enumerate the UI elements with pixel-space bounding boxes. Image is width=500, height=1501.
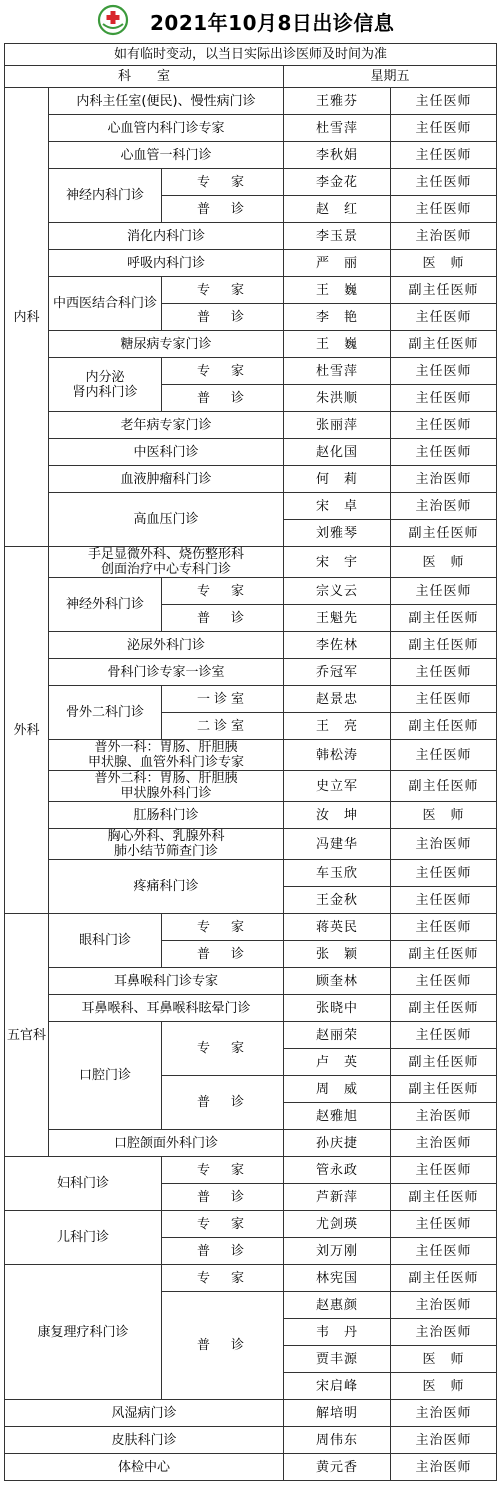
doctor-name: 周伟东	[284, 1427, 391, 1454]
doctor-title: 主治医师	[391, 1319, 497, 1346]
doctor-name: 赵化国	[284, 439, 391, 466]
sub-clinic-label: 专 家	[162, 358, 284, 385]
doctor-title: 主任医师	[391, 860, 497, 887]
table-row	[5, 995, 497, 1022]
doctor-name: 张丽萍	[284, 412, 391, 439]
doctor-name: 赵 红	[284, 196, 391, 223]
clinic-name: 心血管内科门诊专家	[49, 115, 284, 142]
doctor-name: 张 颖	[284, 941, 391, 968]
doctor-title: 副主任医师	[391, 1184, 497, 1211]
table-row	[5, 802, 497, 829]
department-group: 五官科	[5, 914, 49, 1157]
doctor-name: 汝 坤	[284, 802, 391, 829]
clinic-name: 神经内科门诊	[49, 169, 162, 223]
clinic-name: 眼科门诊	[49, 914, 162, 968]
doctor-title: 主任医师	[391, 1157, 497, 1184]
doctor-name: 尤剑瑛	[284, 1211, 391, 1238]
doctor-name: 韦 丹	[284, 1319, 391, 1346]
doctor-title: 主任医师	[391, 196, 497, 223]
doctor-title: 副主任医师	[391, 713, 497, 740]
doctor-name: 李秋娟	[284, 142, 391, 169]
table-row	[5, 659, 497, 686]
doctor-title: 主任医师	[391, 169, 497, 196]
doctor-name: 朱洪顺	[284, 385, 391, 412]
table-row	[5, 493, 497, 520]
doctor-title: 医 师	[391, 802, 497, 829]
clinic-name: 骨科门诊专家一诊室	[49, 659, 284, 686]
sub-clinic-label: 普 诊	[162, 605, 284, 632]
doctor-title: 主任医师	[391, 914, 497, 941]
table-row	[5, 277, 497, 304]
table-row	[5, 331, 497, 358]
table-row	[5, 771, 497, 802]
doctor-title: 副主任医师	[391, 1049, 497, 1076]
doctor-title: 主任医师	[391, 578, 497, 605]
doctor-name: 管永政	[284, 1157, 391, 1184]
clinic-name: 高血压门诊	[49, 493, 284, 547]
doctor-title: 医 师	[391, 250, 497, 277]
doctor-name: 冯建华	[284, 829, 391, 860]
sub-clinic-label: 普 诊	[162, 1076, 284, 1130]
doctor-title: 主治医师	[391, 1292, 497, 1319]
doctor-title: 副主任医师	[391, 1076, 497, 1103]
table-row	[5, 686, 497, 713]
clinic-name: 中医科门诊	[49, 439, 284, 466]
doctor-title: 主任医师	[391, 968, 497, 995]
doctor-title: 副主任医师	[391, 331, 497, 358]
doctor-title: 主任医师	[391, 659, 497, 686]
table-row	[5, 44, 497, 66]
doctor-name: 严 丽	[284, 250, 391, 277]
doctor-title: 主任医师	[391, 115, 497, 142]
clinic-name: 普外二科：胃肠、肝胆胰 甲状腺外科门诊	[49, 771, 284, 802]
sub-clinic-label: 专 家	[162, 1157, 284, 1184]
sub-clinic-label: 普 诊	[162, 941, 284, 968]
table-row	[5, 142, 497, 169]
table-row	[5, 412, 497, 439]
sub-clinic-label: 专 家	[162, 1265, 284, 1292]
doctor-title: 主治医师	[391, 1427, 497, 1454]
table-row	[5, 88, 497, 115]
doctor-title: 主治医师	[391, 1103, 497, 1130]
doctor-title: 主任医师	[391, 740, 497, 771]
clinic-name: 神经外科门诊	[49, 578, 162, 632]
table-row	[5, 578, 497, 605]
doctor-name: 孙庆捷	[284, 1130, 391, 1157]
table-row	[5, 1157, 497, 1184]
header-day: 星期五	[284, 66, 497, 88]
doctor-name: 卢 英	[284, 1049, 391, 1076]
doctor-title: 主治医师	[391, 493, 497, 520]
clinic-name: 肛肠科门诊	[49, 802, 284, 829]
doctor-name: 李 艳	[284, 304, 391, 331]
hospital-logo-icon	[97, 4, 129, 36]
header-dept: 科 室	[5, 66, 284, 88]
sub-clinic-label: 普 诊	[162, 196, 284, 223]
sub-clinic-label: 专 家	[162, 578, 284, 605]
table-row	[5, 914, 497, 941]
doctor-name: 解培明	[284, 1400, 391, 1427]
doctor-title: 主任医师	[391, 142, 497, 169]
doctor-title: 主任医师	[391, 439, 497, 466]
doctor-title: 主治医师	[391, 1130, 497, 1157]
notice-text: 如有临时变动，以当日实际出诊医师及时间为准	[5, 44, 497, 66]
clinic-name: 体检中心	[5, 1454, 284, 1481]
clinic-name: 耳鼻喉科门诊专家	[49, 968, 284, 995]
doctor-title: 副主任医师	[391, 771, 497, 802]
doctor-title: 副主任医师	[391, 1265, 497, 1292]
doctor-name: 刘雅琴	[284, 520, 391, 547]
sub-clinic-label: 二诊室	[162, 713, 284, 740]
clinic-name: 呼吸内科门诊	[49, 250, 284, 277]
doctor-title: 医 师	[391, 1373, 497, 1400]
table-row	[5, 968, 497, 995]
doctor-name: 史立军	[284, 771, 391, 802]
sub-clinic-label: 一诊室	[162, 686, 284, 713]
table-row	[5, 66, 497, 88]
doctor-name: 李佐林	[284, 632, 391, 659]
sub-clinic-label: 专 家	[162, 169, 284, 196]
doctor-title: 副主任医师	[391, 995, 497, 1022]
sub-clinic-label: 普 诊	[162, 1238, 284, 1265]
doctor-title: 主治医师	[391, 466, 497, 493]
doctor-name: 王 亮	[284, 713, 391, 740]
clinic-name: 口腔颌面外科门诊	[49, 1130, 284, 1157]
clinic-name: 泌尿外科门诊	[49, 632, 284, 659]
doctor-name: 李玉景	[284, 223, 391, 250]
doctor-name: 车玉欣	[284, 860, 391, 887]
table-row	[5, 439, 497, 466]
clinic-name: 手足显微外科、烧伤整形科 创面治疗中心专科门诊	[49, 547, 284, 578]
doctor-title: 副主任医师	[391, 277, 497, 304]
table-row	[5, 250, 497, 277]
doctor-title: 主治医师	[391, 829, 497, 860]
table-row	[5, 169, 497, 196]
sub-clinic-label: 普 诊	[162, 1184, 284, 1211]
clinic-name: 妇科门诊	[5, 1157, 162, 1211]
doctor-title: 主治医师	[391, 1400, 497, 1427]
doctor-name: 宋启峰	[284, 1373, 391, 1400]
doctor-title: 主任医师	[391, 412, 497, 439]
doctor-name: 顾奎林	[284, 968, 391, 995]
clinic-name: 中西医结合科门诊	[49, 277, 162, 331]
doctor-title: 主任医师	[391, 1022, 497, 1049]
doctor-name: 宗义云	[284, 578, 391, 605]
table-row	[5, 547, 497, 578]
doctor-title: 主任医师	[391, 887, 497, 914]
doctor-title: 医 师	[391, 1346, 497, 1373]
schedule-table	[4, 43, 497, 1481]
table-row	[5, 860, 497, 887]
table-row	[5, 1022, 497, 1049]
doctor-title: 主任医师	[391, 358, 497, 385]
doctor-title: 医 师	[391, 547, 497, 578]
doctor-name: 宋 卓	[284, 493, 391, 520]
table-row	[5, 829, 497, 860]
table-row	[5, 466, 497, 493]
doctor-title: 主治医师	[391, 1454, 497, 1481]
doctor-name: 赵景忠	[284, 686, 391, 713]
sub-clinic-label: 专 家	[162, 277, 284, 304]
doctor-name: 李金花	[284, 169, 391, 196]
doctor-name: 王魁先	[284, 605, 391, 632]
doctor-title: 主治医师	[391, 223, 497, 250]
doctor-name: 王金秋	[284, 887, 391, 914]
table-row	[5, 1400, 497, 1427]
doctor-title: 主任医师	[391, 88, 497, 115]
clinic-name: 内分泌 肾内科门诊	[49, 358, 162, 412]
doctor-title: 副主任医师	[391, 632, 497, 659]
doctor-name: 林宪国	[284, 1265, 391, 1292]
clinic-name: 糖尿病专家门诊	[49, 331, 284, 358]
clinic-name: 内科主任室(便民)、慢性病门诊	[49, 88, 284, 115]
clinic-name: 普外一科：胃肠、肝胆胰 甲状腺、血管外科门诊专家	[49, 740, 284, 771]
doctor-name: 刘万刚	[284, 1238, 391, 1265]
clinic-name: 胸心外科、乳腺外科 肺小结节筛查门诊	[49, 829, 284, 860]
doctor-name: 黄元香	[284, 1454, 391, 1481]
doctor-name: 赵丽荣	[284, 1022, 391, 1049]
doctor-name: 韩松涛	[284, 740, 391, 771]
table-row	[5, 1265, 497, 1292]
doctor-name: 周 威	[284, 1076, 391, 1103]
doctor-title: 主任医师	[391, 1211, 497, 1238]
clinic-name: 骨外二科门诊	[49, 686, 162, 740]
clinic-name: 风湿病门诊	[5, 1400, 284, 1427]
page-title: 2021年10月8日出诊信息	[150, 11, 395, 35]
table-row	[5, 358, 497, 385]
page-header	[0, 0, 500, 43]
table-row	[5, 1454, 497, 1481]
clinic-name: 心血管一科门诊	[49, 142, 284, 169]
table-row	[5, 1211, 497, 1238]
table-row	[5, 740, 497, 771]
sub-clinic-label: 普 诊	[162, 385, 284, 412]
doctor-title: 主任医师	[391, 304, 497, 331]
doctor-title: 副主任医师	[391, 941, 497, 968]
doctor-name: 芦新萍	[284, 1184, 391, 1211]
clinic-name: 血液肿瘤科门诊	[49, 466, 284, 493]
sub-clinic-label: 普 诊	[162, 1292, 284, 1400]
clinic-name: 康复理疗科门诊	[5, 1265, 162, 1400]
sub-clinic-label: 专 家	[162, 914, 284, 941]
clinic-name: 儿科门诊	[5, 1211, 162, 1265]
doctor-name: 杜雪萍	[284, 115, 391, 142]
department-group: 内科	[5, 88, 49, 547]
doctor-title: 副主任医师	[391, 605, 497, 632]
doctor-title: 主任医师	[391, 686, 497, 713]
doctor-name: 王 巍	[284, 331, 391, 358]
department-group: 外科	[5, 547, 49, 914]
doctor-name: 杜雪萍	[284, 358, 391, 385]
doctor-name: 赵雅旭	[284, 1103, 391, 1130]
clinic-name: 口腔门诊	[49, 1022, 162, 1130]
clinic-name: 耳鼻喉科、耳鼻喉科眩晕门诊	[49, 995, 284, 1022]
doctor-name: 张晓中	[284, 995, 391, 1022]
sub-clinic-label: 专 家	[162, 1022, 284, 1076]
doctor-name: 赵惠颜	[284, 1292, 391, 1319]
doctor-name: 王雅芬	[284, 88, 391, 115]
doctor-title: 主任医师	[391, 385, 497, 412]
table-row	[5, 632, 497, 659]
table-row	[5, 1427, 497, 1454]
doctor-name: 何 莉	[284, 466, 391, 493]
doctor-name: 宋 宇	[284, 547, 391, 578]
table-row	[5, 1130, 497, 1157]
doctor-name: 贾丰源	[284, 1346, 391, 1373]
clinic-name: 疼痛科门诊	[49, 860, 284, 914]
clinic-name: 皮肤科门诊	[5, 1427, 284, 1454]
clinic-name: 消化内科门诊	[49, 223, 284, 250]
doctor-title: 主任医师	[391, 1238, 497, 1265]
sub-clinic-label: 普 诊	[162, 304, 284, 331]
doctor-name: 王 巍	[284, 277, 391, 304]
sub-clinic-label: 专 家	[162, 1211, 284, 1238]
doctor-name: 乔冠军	[284, 659, 391, 686]
table-row	[5, 115, 497, 142]
doctor-title: 副主任医师	[391, 520, 497, 547]
table-row	[5, 223, 497, 250]
clinic-name: 老年病专家门诊	[49, 412, 284, 439]
doctor-name: 蒋英民	[284, 914, 391, 941]
